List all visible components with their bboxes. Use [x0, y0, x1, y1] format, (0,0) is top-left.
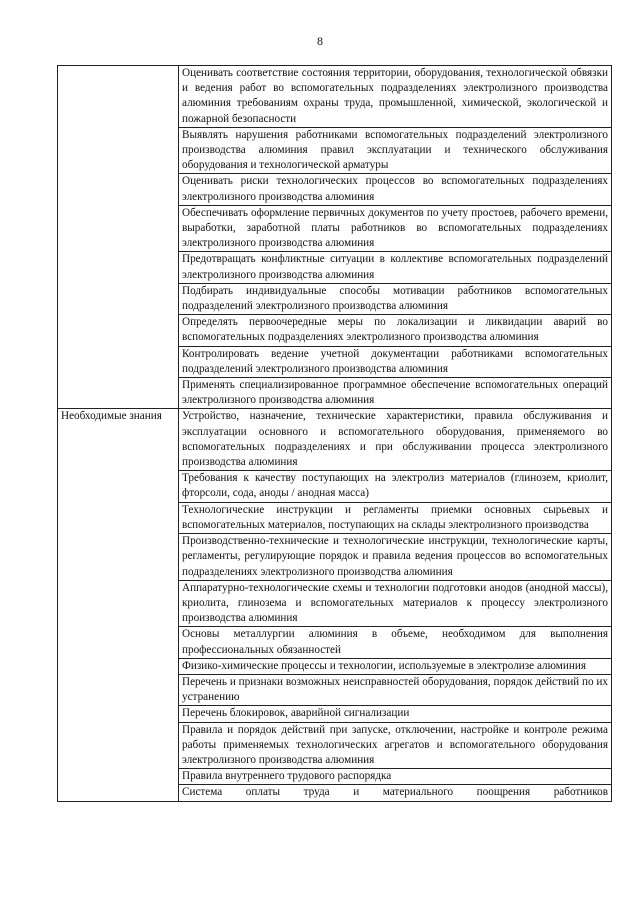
- requirement-text: Производственно-технические и технологические инструкции, технологические карты, регламенты, регулирующие порядок и правила ведения процессов во вспомогательных подразделениях электролизного производства алюминия: [179, 534, 612, 581]
- requirement-text: Определять первоочередные меры по локализации и ликвидации аварий во вспомогательных подразделениях электролизного производства алюминия: [179, 315, 612, 346]
- requirement-text: Применять специализированное программное обеспечение вспомогательных операций электролизного производства алюминия: [179, 378, 612, 409]
- requirement-text: Перечень и признаки возможных неисправностей оборудования, порядок действий по их устранению: [179, 674, 612, 705]
- requirements-table-body: [58, 66, 612, 802]
- requirement-text: Подбирать индивидуальные способы мотивации работников вспомогательных подразделений электролизного производства алюминия: [179, 283, 612, 314]
- requirement-text: Требования к качеству поступающих на электролиз материалов (глинозем, криолит, фторсоли, сода, аноды / анодная масса): [179, 471, 612, 502]
- requirement-text: Устройство, назначение, технические характеристики, правила обслуживания и эксплуатации основного и вспомогательного оборудования, применяемого во вспомогательных подразделениях и при обслуживании процесса электролизного производства алюминия: [179, 409, 612, 471]
- section-label: Необходимые знания: [58, 409, 179, 801]
- page-number: 8: [317, 34, 323, 48]
- requirement-text: Система оплаты труда и материального поощрения работников: [179, 785, 612, 801]
- requirement-text: Перечень блокировок, аварийной сигнализации: [179, 706, 612, 722]
- requirement-text: Физико-химические процессы и технологии, используемые в электролизе алюминия: [179, 658, 612, 674]
- requirement-text: Аппаратурно-технологические схемы и технологии подготовки анодов (анодной массы), криолита, глинозема и вспомогательных материалов к процессу электролизного производства алюминия: [179, 580, 612, 627]
- requirement-text: Предотвращать конфликтные ситуации в коллективе вспомогательных подразделений электролизного производства алюминия: [179, 252, 612, 283]
- requirement-text: Основы металлургии алюминия в объеме, необходимом для выполнения профессиональных обязанностей: [179, 627, 612, 658]
- requirement-text: Контролировать ведение учетной документации работниками вспомогательных подразделений электролизного производства алюминия: [179, 346, 612, 377]
- requirement-text: Оценивать риски технологических процессов во вспомогательных подразделениях электролизного производства алюминия: [179, 174, 612, 205]
- requirements-table: [57, 65, 612, 802]
- table-row: [58, 66, 612, 128]
- requirement-text: Оценивать соответствие состояния территории, оборудования, технологической обвязки и ведения работ во вспомогательных подразделениях электролизного производства алюминия требованиям охраны труда, промышленной, химической, экологической и пожарной безопасности: [179, 66, 612, 128]
- requirement-text: Технологические инструкции и регламенты приемки основных сырьевых и вспомогательных материалов, поступающих на склады электролизного производства: [179, 502, 612, 533]
- requirement-text: Правила и порядок действий при запуске, отключении, настройке и контроле режима работы применяемых технологических агрегатов и вспомогательного оборудования электролизного производства алюминия: [179, 722, 612, 769]
- section-label: [58, 66, 179, 409]
- table-row: [58, 409, 612, 471]
- requirement-text: Выявлять нарушения работниками вспомогательных подразделений электролизного производства алюминия правил эксплуатации и технического обслуживания оборудования и технологической арматуры: [179, 127, 612, 174]
- requirement-text: Обеспечивать оформление первичных документов по учету простоев, рабочего времени, выработки, заработной платы работников во вспомогательных подразделениях электролизного производства алюминия: [179, 205, 612, 252]
- requirement-text: Правила внутреннего трудового распорядка: [179, 769, 612, 785]
